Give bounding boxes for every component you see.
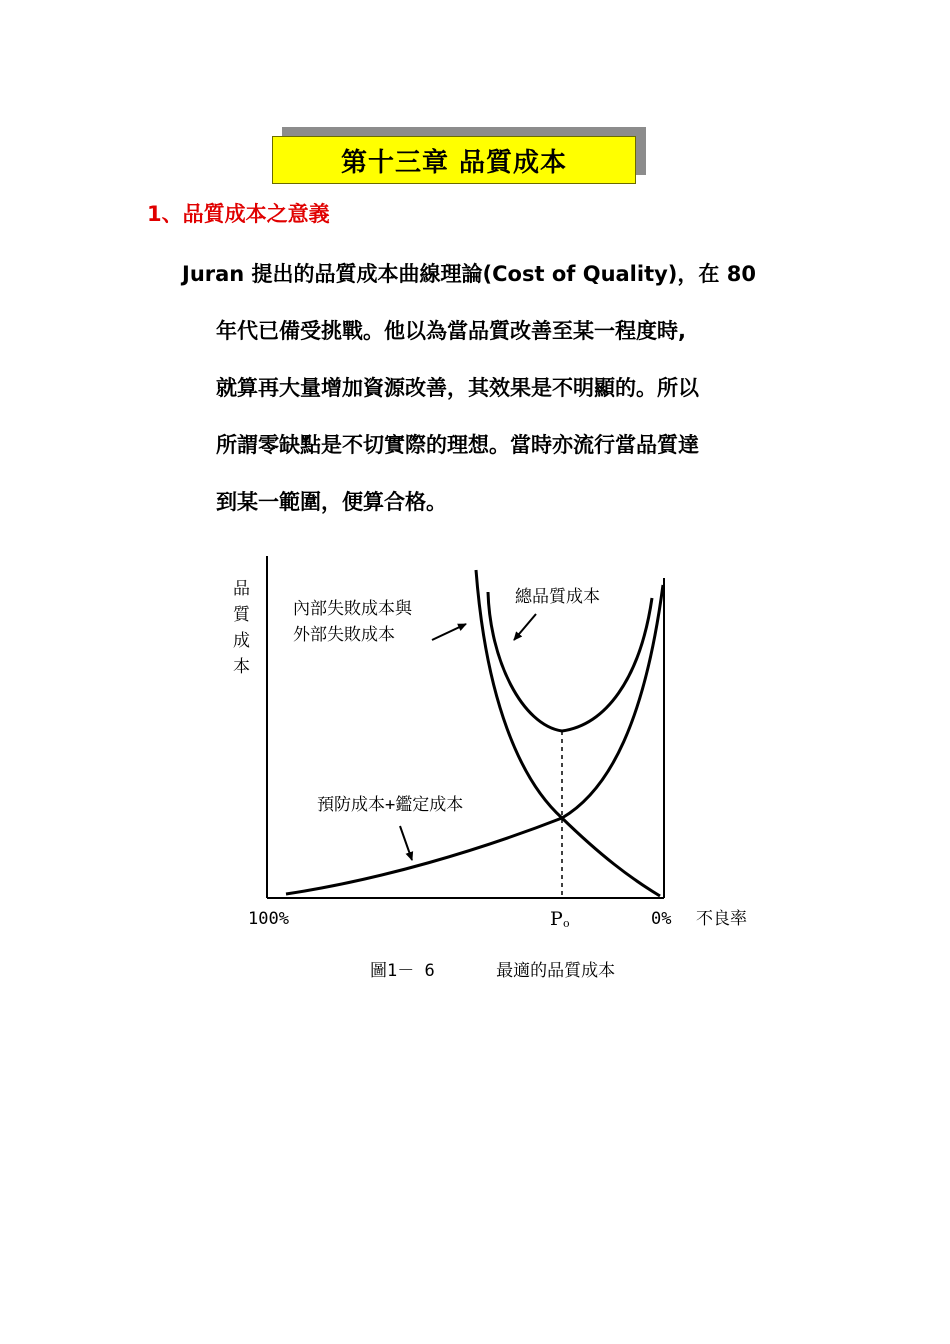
failure-cost-curve [476,570,660,896]
x-axis-label: 不良率 [696,909,747,929]
paragraph-line: 到某一範圍，便算合格。 [216,490,447,514]
y-axis-label-char: 質 [233,605,250,625]
total-arrow [514,614,536,640]
y-axis-label-char: 成 [233,631,250,651]
y-axis-label-char: 本 [233,657,250,677]
paragraph-line: 所謂零缺點是不切實際的理想。當時亦流行當品質達 [216,433,699,457]
total-cost-label: 總品質成本 [515,587,600,607]
x-tick-optimum-subscript: o [563,917,570,930]
x-tick-right: 0% [651,909,672,929]
figure-caption: 圖1－ 6 最適的品質成本 [370,961,616,981]
section-heading: 1、品質成本之意義 [147,202,330,226]
y-axis-label-char: 品 [233,579,250,599]
paragraph-line: 就算再大量增加資源改善，其效果是不明顯的。所以 [216,376,699,400]
x-tick-optimum: P [550,908,563,930]
paragraph-line: 年代已備受挑戰。他以為當品質改善至某一程度時, [216,319,686,343]
prevention-arrow [400,826,412,860]
failure-arrow [432,624,466,640]
x-tick-left: 100% [248,909,289,929]
total-cost-curve [488,592,652,731]
chapter-title: 第十三章 品質成本 [272,136,636,184]
prevention-cost-label: 預防成本+鑑定成本 [317,795,464,815]
failure-cost-label: 內部失敗成本與 [293,599,412,619]
paragraph-line: Juran 提出的品質成本曲線理論(Cost of Quality)，在 80 [182,262,756,286]
failure-cost-label: 外部失敗成本 [293,625,395,645]
